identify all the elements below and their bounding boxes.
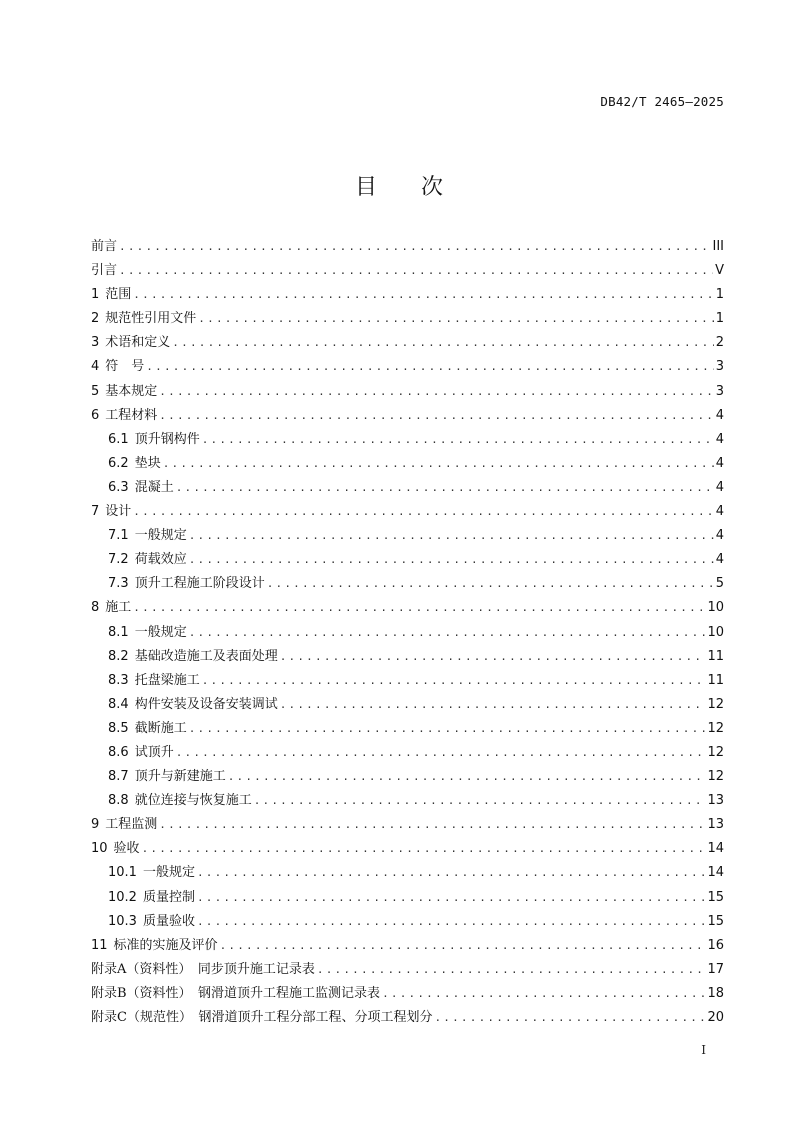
toc-entry-label-group xyxy=(108,452,161,476)
toc-entry[interactable] xyxy=(91,380,724,404)
toc-entry[interactable] xyxy=(91,428,724,452)
toc-dot-leader xyxy=(133,500,713,524)
toc-entry-page: 4 xyxy=(715,504,724,520)
toc-dot-leader xyxy=(189,524,714,548)
toc-dot-leader xyxy=(220,934,706,958)
toc-entry-title: 术语和定义 xyxy=(105,335,171,351)
toc-entry-label-group xyxy=(91,837,140,861)
toc-entry-title: 前言 xyxy=(91,239,118,254)
toc-entry-label-group xyxy=(108,886,195,910)
toc-entry[interactable] xyxy=(91,813,724,837)
toc-entry-number: 8.5 xyxy=(108,720,129,736)
toc-entry[interactable] xyxy=(91,910,724,934)
toc-dot-leader xyxy=(159,380,713,404)
toc-entry-label-group xyxy=(91,259,117,283)
toc-entry-title: 构件安装及设备安装调试 xyxy=(134,696,278,712)
toc-entry-page: 11 xyxy=(707,672,724,688)
toc-dot-leader xyxy=(133,283,713,307)
toc-dot-leader xyxy=(133,596,705,620)
toc-dot-leader xyxy=(382,982,705,1006)
toc-entry-title: 垫块 xyxy=(134,455,161,471)
toc-entry-page: 12 xyxy=(707,696,724,712)
toc-dot-leader xyxy=(142,837,706,861)
toc-entry-page: 14 xyxy=(707,865,724,881)
toc-dot-leader xyxy=(197,861,705,885)
toc-entry-page: 4 xyxy=(715,552,724,568)
toc-entry-number: 9 xyxy=(91,817,100,833)
toc-dot-leader xyxy=(159,404,713,428)
toc-entry-label-group xyxy=(108,524,187,548)
toc-entry[interactable] xyxy=(91,476,724,500)
toc-entry-title: 试顶升 xyxy=(134,744,174,760)
toc-entry-number: 1 xyxy=(91,287,100,303)
table-of-contents xyxy=(91,235,724,1030)
toc-entry[interactable] xyxy=(91,548,724,572)
toc-dot-leader xyxy=(119,235,710,259)
toc-entry-label-group xyxy=(108,645,278,669)
toc-entry-page: 13 xyxy=(707,793,724,809)
toc-entry-label-group xyxy=(108,669,200,693)
toc-entry-label-group xyxy=(108,621,187,645)
toc-dot-leader xyxy=(189,548,714,572)
toc-entry-page: 10 xyxy=(707,600,724,616)
toc-entry-number: 6.2 xyxy=(108,455,129,471)
toc-entry-page: 12 xyxy=(707,769,724,785)
toc-entry-page: 12 xyxy=(707,720,724,736)
toc-entry-title: 验收 xyxy=(113,841,140,857)
toc-entry[interactable] xyxy=(91,958,724,982)
toc-dot-leader xyxy=(197,886,705,910)
toc-entry-label-group xyxy=(108,765,226,789)
toc-entry-title: 范围 xyxy=(105,287,132,303)
toc-entry-title: 顶升钢构件 xyxy=(134,431,200,447)
toc-entry-title: 混凝土 xyxy=(134,479,174,495)
toc-entry-page: 4 xyxy=(715,479,724,495)
toc-entry-number: 7 xyxy=(91,504,100,520)
toc-entry-title: 托盘梁施工 xyxy=(134,672,200,688)
toc-entry-title: 附录C（规范性） 钢滑道顶升工程分部工程、分项工程划分 xyxy=(91,1010,433,1025)
toc-entry-label-group xyxy=(91,958,315,982)
toc-entry-label-group xyxy=(108,861,195,885)
toc-entry-number: 6.3 xyxy=(108,479,129,495)
toc-entry-page: 3 xyxy=(715,383,724,399)
toc-entry-number: 8.3 xyxy=(108,672,129,688)
toc-entry[interactable] xyxy=(91,837,724,861)
toc-entry-number: 8.1 xyxy=(108,624,129,640)
toc-entry-label-group xyxy=(91,500,131,524)
toc-dot-leader xyxy=(189,717,706,741)
toc-entry-page: III xyxy=(712,239,724,254)
toc-entry-title: 基础改造施工及表面处理 xyxy=(134,648,278,664)
toc-entry[interactable] xyxy=(91,861,724,885)
toc-entry-title: 顶升与新建施工 xyxy=(134,769,226,785)
toc-entry-label-group xyxy=(108,572,265,596)
toc-entry[interactable] xyxy=(91,596,724,620)
toc-dot-leader xyxy=(280,693,706,717)
toc-entry-number: 6.1 xyxy=(108,431,129,447)
toc-entry[interactable] xyxy=(91,500,724,524)
toc-entry-number: 7.3 xyxy=(108,576,129,592)
toc-entry-page: V xyxy=(715,263,724,279)
toc-entry-number: 10.2 xyxy=(108,889,137,905)
toc-dot-leader xyxy=(176,741,706,765)
toc-entry-label-group xyxy=(108,717,187,741)
toc-entry[interactable] xyxy=(91,452,724,476)
toc-entry-page: 10 xyxy=(707,624,724,640)
toc-entry-title: 附录A（资料性） 同步顶升施工记录表 xyxy=(91,961,315,977)
toc-entry-page: 1 xyxy=(715,287,724,303)
toc-entry[interactable] xyxy=(91,235,724,259)
toc-entry[interactable] xyxy=(91,572,724,596)
toc-dot-leader xyxy=(267,572,714,596)
toc-entry[interactable] xyxy=(91,331,724,355)
toc-entry-number: 10.1 xyxy=(108,865,137,881)
toc-entry-label-group xyxy=(91,934,218,958)
toc-entry-title: 引言 xyxy=(91,263,118,279)
toc-entry-title: 符 号 xyxy=(105,359,145,375)
toc-entry-label-group xyxy=(108,789,252,813)
toc-entry-label-group xyxy=(108,693,278,717)
toc-entry-label-group xyxy=(91,1006,432,1030)
toc-entry-page: 5 xyxy=(715,576,724,592)
toc-entry-title: 顶升工程施工阶段设计 xyxy=(134,576,265,592)
toc-entry-number: 10.3 xyxy=(108,913,137,929)
toc-entry-label-group xyxy=(91,813,157,837)
toc-entry-label-group xyxy=(91,331,170,355)
toc-title-char-2: 次 xyxy=(421,175,446,200)
toc-entry-number: 3 xyxy=(91,335,100,351)
toc-entry-label-group xyxy=(108,548,187,572)
toc-entry-label-group xyxy=(108,428,200,452)
toc-entry-page: 4 xyxy=(715,528,724,544)
toc-entry-label-group xyxy=(108,476,174,500)
toc-entry-number: 4 xyxy=(91,359,100,375)
toc-entry-title: 规范性引用文件 xyxy=(105,311,197,327)
toc-entry-number: 8.7 xyxy=(108,769,129,785)
toc-entry-title: 质量控制 xyxy=(142,889,195,905)
document-code: DB42/T 2465—2025 xyxy=(600,94,724,109)
toc-entry-label-group xyxy=(91,307,196,331)
toc-entry-page: 17 xyxy=(707,961,724,977)
toc-entry[interactable] xyxy=(91,1006,724,1030)
toc-dot-leader xyxy=(146,355,713,379)
toc-entry-title: 一般规定 xyxy=(142,865,195,881)
toc-dot-leader xyxy=(189,621,706,645)
toc-entry-label-group xyxy=(108,741,174,765)
toc-entry[interactable] xyxy=(91,765,724,789)
toc-entry-page: 11 xyxy=(707,648,724,664)
toc-entry[interactable] xyxy=(91,621,724,645)
toc-entry-page: 4 xyxy=(715,455,724,471)
toc-entry-page: 15 xyxy=(707,889,724,905)
toc-entry-number: 7.2 xyxy=(108,552,129,568)
toc-entry-number: 6 xyxy=(91,407,100,423)
toc-entry[interactable] xyxy=(91,355,724,379)
toc-entry[interactable] xyxy=(91,934,724,958)
toc-dot-leader xyxy=(434,1006,705,1030)
toc-entry-label-group xyxy=(91,235,117,259)
toc-entry[interactable] xyxy=(91,886,724,910)
toc-entry-title: 一般规定 xyxy=(134,528,187,544)
toc-entry-label-group xyxy=(91,596,131,620)
toc-entry-number: 5 xyxy=(91,383,100,399)
toc-entry-number: 8.8 xyxy=(108,793,129,809)
toc-entry-number: 7.1 xyxy=(108,528,129,544)
toc-entry-title: 附录B（资料性） 钢滑道顶升工程施工监测记录表 xyxy=(91,985,381,1001)
toc-entry-title: 基本规定 xyxy=(105,383,158,399)
toc-entry-number: 8 xyxy=(91,600,100,616)
toc-dot-leader xyxy=(198,307,713,331)
page-number: I xyxy=(701,1043,706,1057)
toc-entry-label-group xyxy=(91,404,157,428)
toc-entry[interactable] xyxy=(91,404,724,428)
toc-entry-title: 质量验收 xyxy=(142,913,195,929)
toc-dot-leader xyxy=(254,789,706,813)
toc-entry-title: 截断施工 xyxy=(134,720,187,736)
toc-dot-leader xyxy=(197,910,705,934)
toc-entry[interactable] xyxy=(91,741,724,765)
toc-entry-title: 就位连接与恢复施工 xyxy=(134,793,252,809)
toc-dot-leader xyxy=(159,813,705,837)
toc-entry-title: 一般规定 xyxy=(134,624,187,640)
toc-entry-page: 1 xyxy=(715,311,724,327)
toc-entry-title: 工程材料 xyxy=(105,407,158,423)
toc-entry-title: 工程监测 xyxy=(105,817,158,833)
toc-entry-page: 16 xyxy=(707,937,724,953)
toc-entry-label-group xyxy=(91,355,144,379)
toc-dot-leader xyxy=(280,645,706,669)
toc-entry-page: 3 xyxy=(715,359,724,375)
toc-entry[interactable] xyxy=(91,717,724,741)
toc-dot-leader xyxy=(163,452,714,476)
toc-entry-page: 13 xyxy=(707,817,724,833)
toc-entry-label-group xyxy=(91,380,157,404)
toc-entry[interactable] xyxy=(91,283,724,307)
toc-entry-page: 15 xyxy=(707,913,724,929)
toc-dot-leader xyxy=(202,428,714,452)
toc-entry[interactable] xyxy=(91,259,724,283)
toc-entry[interactable] xyxy=(91,789,724,813)
toc-dot-leader xyxy=(176,476,714,500)
toc-entry[interactable] xyxy=(91,307,724,331)
toc-entry[interactable] xyxy=(91,693,724,717)
toc-entry[interactable] xyxy=(91,982,724,1006)
toc-entry-number: 11 xyxy=(91,937,108,953)
toc-entry-page: 14 xyxy=(707,841,724,857)
toc-dot-leader xyxy=(228,765,706,789)
toc-entry-page: 2 xyxy=(715,335,724,351)
toc-entry-title: 荷载效应 xyxy=(134,552,187,568)
toc-dot-leader xyxy=(317,958,706,982)
toc-entry[interactable] xyxy=(91,669,724,693)
toc-entry-title: 设计 xyxy=(105,504,132,520)
toc-dot-leader xyxy=(202,669,706,693)
toc-entry-page: 4 xyxy=(715,407,724,423)
toc-title xyxy=(0,170,800,201)
toc-entry-number: 8.4 xyxy=(108,696,129,712)
toc-entry-label-group xyxy=(108,910,195,934)
toc-entry[interactable] xyxy=(91,645,724,669)
toc-entry-label-group xyxy=(91,283,131,307)
toc-entry-title: 标准的实施及评价 xyxy=(113,937,218,953)
toc-title-char-1: 目 xyxy=(354,175,379,200)
toc-entry-page: 4 xyxy=(715,431,724,447)
toc-entry-page: 12 xyxy=(707,744,724,760)
toc-entry-title: 施工 xyxy=(105,600,132,616)
toc-entry-label-group xyxy=(91,982,380,1006)
toc-entry-page: 18 xyxy=(707,985,724,1001)
toc-entry-number: 10 xyxy=(91,841,108,857)
toc-entry-number: 8.2 xyxy=(108,648,129,664)
toc-dot-leader xyxy=(119,259,713,283)
toc-entry-page: 20 xyxy=(707,1010,724,1025)
toc-entry[interactable] xyxy=(91,524,724,548)
toc-dot-leader xyxy=(172,331,713,355)
toc-entry-number: 8.6 xyxy=(108,744,129,760)
toc-entry-number: 2 xyxy=(91,311,100,327)
